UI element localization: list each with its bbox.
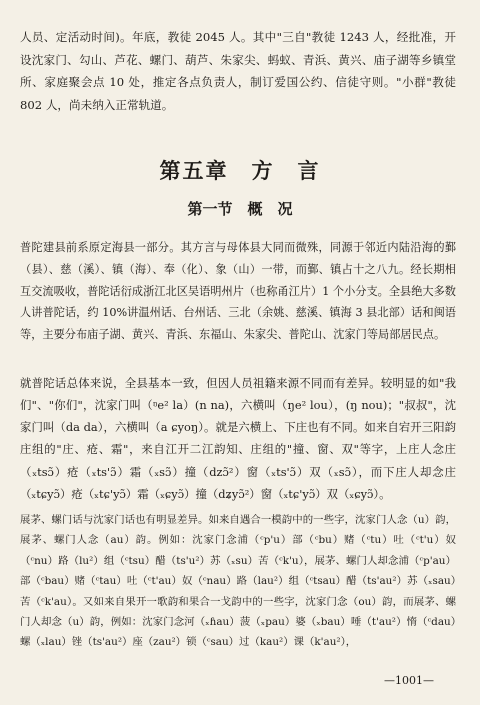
page-number: —1001— [384,674,434,687]
body-paragraph-2: 就普陀话总体来说，全县基本一致，但因人员祖籍来源不同而有差异。较明显的如"我们"、"你们"，沈家门叫（ᵑe² la）(n na)，六横叫（ŋe² lou），(ŋ nou)；"叔叔"，沈家门叫（da da），六横叫（a ɕyoŋ）。就是六横上、下庄也有不同。如来自宕开三阳韵庄组的"庄、疮、霜"，来自江开二江韵知、庄组的"撞、窗、双"等字，上庄人念庄（ₓtsɔ̃）疮（ₓts'ɔ̃）霜（ₓsɔ̃）撞（dzɔ̃²）窗（ₓts'ɔ̃）双（ₓsɔ̃），而下庄人却念庄（ₓtɕyɔ̃）疮（ₓtɕ'yɔ̃）霜（ₓɕyɔ̃）撞（dʑyɔ̃²）窗（ₓtɕ'yɔ̃）双（ₓɕyɔ̃）。 [20,376,456,501]
intro-paragraph: 人员、定活动时间)。年底，教徒 2045 人。其中"三自"教徒 1243 人，经批准，开设沈家门、勾山、芦花、螺门、葫芦、朱家尖、蚂蚁、青浜、黄兴、庙子湖等乡镇堂所、家庭聚会点 10 处，推定各点负责人，制订爱国公约、信徒守则。"小群"教徒 802 人，尚未纳入正常轨道。 [20,30,456,112]
body-paragraph-1: 普陀建县前系原定海县一部分。其方言与母体县大同而微殊，同源于邻近内陆沿海的鄞（县）、慈（溪）、镇（海）、奉（化）、象（山）一带，而鄞、镇占十之八九。经长期相互交流吸收，普陀话衍成浙江北区吴语明州片（也称甬江片）1 个小分支。全县绝大多数人讲普陀话，约 10%讲温州话、台州话、三北（余姚、慈溪、镇海 3 县北部）话和闽语等，主要分布庙子湖、黄兴、青浜、东福山、朱家尖、普陀山、沈家门等局部居民点。 [20,241,456,342]
chapter-title: 第五章 方 言 [159,159,321,183]
body-paragraph-3: 展茅、螺门话与沈家门话也有明显差异。如来自遇合一模韵中的一些字，沈家门人念（u）韵，展茅、螺门人念（au）韵。例如：沈家门念浦（ᶜp'u）部（ᶜbu）赌（ᶜtu）吐（ᶜt'u）奴（ᶜnu）路（lu²）组（ᶜtsu）醋（ts'u²）苏（ₓsu）苦（ᶜk'u），展茅、螺门人却念浦（ᶜp'au）部（ᶜbau）赌（ᶜtau）吐（ᶜt'au）奴（ᶜnau）路（lau²）组（ᶜtsau）醋（ts'au²）苏（ₓsau）苦（ᶜk'au）。又如来自果开一歌韵和果合一戈韵中的一些字，沈家门念（ou）韵，而展茅、螺门人却念（u）韵，例如：沈家门念河（ₓɦau）菠（ₓpau）婆（ₓbau）唾（t'au²）惰（ᶜdau）螺（ₓlau）锉（ts'au²）座（zau²）锁（ᶜsau）过（kau²）课（k'au²）， [20,514,456,649]
section-title: 第一节 概 况 [187,200,293,218]
